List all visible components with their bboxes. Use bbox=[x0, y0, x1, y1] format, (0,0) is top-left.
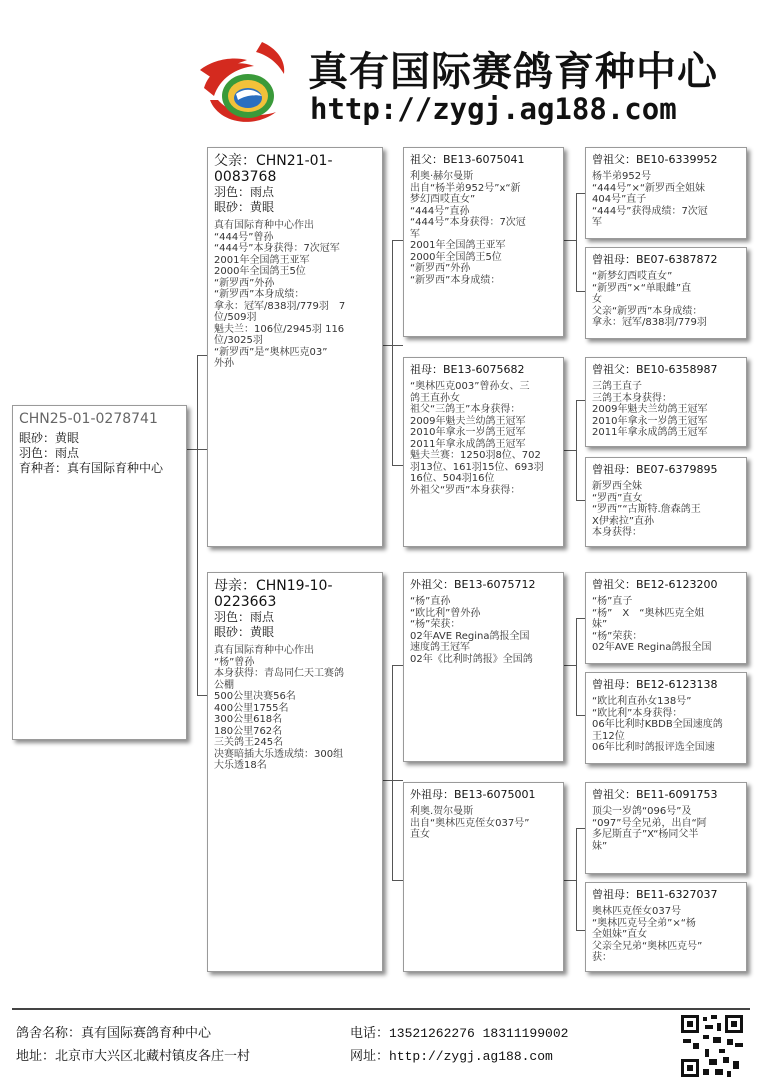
note-line: 获： bbox=[592, 952, 612, 963]
note-line: 父亲全兄弟“奥林匹克号” bbox=[592, 940, 703, 952]
note-line: 魁夫兰赛：1250羽8位、702 bbox=[410, 450, 541, 461]
grandparent-notes bbox=[404, 376, 563, 496]
page-title: 真有国际赛鸽育种中心 bbox=[308, 49, 718, 95]
note-line: X伊索拉”直孙 bbox=[592, 515, 655, 527]
note-line: “新罗西”本身成绩： bbox=[410, 274, 501, 286]
note-line: 决赛暗插大乐透成绩：300组 bbox=[214, 748, 344, 760]
note-line: 利奥·赫尔曼斯 bbox=[410, 171, 474, 182]
great-grandparent-ring: 曾祖母：BE12-6123138 bbox=[592, 678, 718, 691]
note-line: “杨”曾孙 bbox=[214, 656, 255, 668]
note-line: “新罗西”×“单眼雌”直 bbox=[592, 282, 692, 294]
subject-ring: CHN25-01-0278741 bbox=[19, 411, 158, 427]
note-line: 妹” bbox=[592, 619, 608, 630]
note-line: “杨” X “奥林匹克全姐 bbox=[592, 607, 705, 619]
note-line: 父亲“新罗西”本身成绩： bbox=[592, 305, 703, 317]
subject-card bbox=[12, 405, 187, 740]
footer-divider bbox=[12, 1008, 750, 1010]
note-line: 祖父“三鸽王”本身获得： bbox=[410, 404, 521, 415]
great-grandparent-card bbox=[585, 882, 747, 972]
great-grandparent-card bbox=[585, 147, 747, 239]
great-grandparent-ring: 曾祖母：BE07-6387872 bbox=[592, 253, 718, 266]
note-line: 出自“杨半弟952号”x“新 bbox=[410, 182, 521, 194]
great-grandparent-ring: 曾祖父：BE12-6123200 bbox=[592, 578, 718, 591]
footer-phone: 电话：13521262276 18311199002 bbox=[350, 1026, 569, 1041]
great-grandparent-notes bbox=[586, 376, 746, 439]
note-line: 出自“奥林匹克侄女037号” bbox=[410, 817, 530, 829]
note-line: 多尼斯直子”X“杨同父半 bbox=[592, 829, 699, 840]
grandparent-card bbox=[403, 572, 564, 762]
note-line: 2011年拿永成鸽鸽王冠军 bbox=[410, 438, 526, 450]
note-line: 06年比利时KBDB全国速度鸽 bbox=[592, 719, 723, 730]
subject-breeder: 育种者：真有国际育种中心 bbox=[19, 461, 164, 475]
note-line: “杨”直孙 bbox=[410, 596, 451, 607]
logo bbox=[192, 38, 302, 128]
grandparent-ring: 外祖父：BE13-6075712 bbox=[410, 578, 536, 591]
note-line: 16位、504羽16位 bbox=[410, 473, 495, 484]
grandparent-ring: 祖母：BE13-6075682 bbox=[410, 363, 525, 376]
great-grandparent-card bbox=[585, 782, 747, 874]
note-line: 2010年拿永一岁鸽王冠军 bbox=[592, 415, 708, 427]
great-grandparent-notes bbox=[586, 166, 746, 229]
note-line: “欧比利直孙女138号” bbox=[592, 696, 692, 707]
note-line: “新罗西”外孙 bbox=[214, 277, 275, 289]
note-line: “杨”荣获： bbox=[592, 630, 643, 642]
note-line: 2011年拿永成鸽鸽王冠军 bbox=[592, 427, 708, 438]
note-line: “444号”获得成绩：7次冠 bbox=[592, 205, 708, 217]
note-line: 军 bbox=[592, 217, 602, 228]
note-line: 奥林匹克侄女037号 bbox=[592, 906, 682, 917]
note-line: “097”号全兄弟，出自“阿 bbox=[592, 817, 707, 829]
note-line: 2000年全国鸽王5位 bbox=[410, 251, 502, 263]
great-grandparent-notes bbox=[586, 591, 746, 654]
note-line: 魁夫兰：106位/2945羽 116 bbox=[214, 323, 345, 335]
note-line: 梦幻酉哎直女” bbox=[410, 194, 476, 205]
note-line: 鸽王直孙女 bbox=[410, 392, 460, 404]
sire-feather: 羽色：雨点 bbox=[214, 185, 275, 199]
note-line: 军 bbox=[410, 228, 420, 240]
note-line: 180公里762名 bbox=[214, 725, 283, 737]
note-line: 02年AVE Regina鸽报全国 bbox=[410, 630, 530, 642]
great-grandparent-ring: 曾祖母：BE11-6327037 bbox=[592, 888, 718, 901]
note-line: “欧比利”本身获得： bbox=[592, 707, 683, 719]
dam-card bbox=[207, 572, 383, 972]
great-grandparent-ring: 曾祖父：BE10-6358987 bbox=[592, 363, 718, 376]
note-line: “新罗西”是“奥林匹克03” bbox=[214, 346, 328, 358]
note-line: “奥林匹克号全弟”×“杨 bbox=[592, 917, 696, 929]
note-line: 杨半弟952号 bbox=[592, 171, 652, 182]
note-line: 全姐妹”直女 bbox=[592, 929, 648, 940]
sire-ring: 父亲：CHN21-01-0083768 bbox=[214, 153, 333, 185]
great-grandparent-ring: 曾祖母：BE07-6379895 bbox=[592, 463, 718, 476]
note-line: 位/3025羽 bbox=[214, 335, 263, 346]
note-line: 女 bbox=[592, 294, 602, 305]
great-grandparent-ring: 曾祖父：BE10-6339952 bbox=[592, 153, 718, 166]
note-line: 大乐透18名 bbox=[214, 760, 267, 771]
sire-card bbox=[207, 147, 383, 547]
note-line: “444号”×“新罗西全姐妹 bbox=[592, 182, 706, 194]
great-grandparent-card bbox=[585, 357, 747, 447]
note-line: 位/509羽 bbox=[214, 312, 257, 323]
dam-eye: 眼砂：黄眼 bbox=[214, 625, 275, 639]
grandparent-ring: 外祖母：BE13-6075001 bbox=[410, 788, 536, 801]
note-line: “新罗西”外孙 bbox=[410, 263, 471, 274]
note-line: 2009年魁夫兰幼鸽王冠军 bbox=[592, 404, 708, 415]
note-line: 2001年全国鸽王亚军 bbox=[214, 254, 310, 266]
note-line: 06年比利时鸽报评选全国速 bbox=[592, 742, 715, 753]
dam-notes bbox=[208, 640, 382, 772]
great-grandparent-ring: 曾祖父：BE11-6091753 bbox=[592, 788, 718, 801]
note-line: 2000年全国鸽王5位 bbox=[214, 266, 306, 277]
note-line: “444号”直孙 bbox=[410, 205, 470, 217]
qr-code bbox=[679, 1013, 745, 1079]
note-line: 拿永：冠军/838羽/779羽 7 bbox=[214, 300, 346, 312]
dam-ring: 母亲：CHN19-10-0223663 bbox=[214, 578, 333, 610]
note-line: 王12位 bbox=[592, 730, 625, 742]
note-line: “新梦幻酉哎直女” bbox=[592, 271, 673, 282]
footer-address: 地址：北京市大兴区北藏村镇皮各庄一村 bbox=[16, 1049, 251, 1064]
great-grandparent-card bbox=[585, 457, 747, 547]
note-line: 真有国际育种中心作出 bbox=[214, 220, 314, 231]
note-line: “444号”本身获得：7次冠 bbox=[410, 217, 526, 228]
note-line: 本身获得：青岛同仁天工赛鸽 bbox=[214, 668, 344, 679]
note-line: 2010年拿永一岁鸽王冠军 bbox=[410, 427, 526, 438]
note-line: 2009年魁夫兰幼鸽王冠军 bbox=[410, 415, 526, 427]
grandparent-notes bbox=[404, 591, 563, 665]
note-line: 500公里决赛56名 bbox=[214, 691, 296, 702]
note-line: “444号”本身获得：7次冠军 bbox=[214, 243, 340, 254]
note-line: 新罗西全妹 bbox=[592, 481, 642, 492]
note-line: “444号”曾孙 bbox=[214, 231, 274, 243]
sire-eye: 眼砂：黄眼 bbox=[214, 200, 275, 214]
footer-website: 网址：http://zygj.ag188.com bbox=[350, 1049, 553, 1064]
grandparent-card bbox=[403, 357, 564, 547]
note-line: 本身获得： bbox=[592, 527, 642, 538]
great-grandparent-notes bbox=[586, 266, 746, 329]
note-line: 三关鸽王245名 bbox=[214, 737, 284, 748]
note-line: “杨”荣获： bbox=[410, 619, 461, 630]
note-line: “新罗西”本身成绩： bbox=[214, 289, 305, 300]
grandparent-card bbox=[403, 782, 564, 972]
note-line: 羽13位、161羽15位、693羽 bbox=[410, 461, 544, 473]
note-line: 02年《比利时鸽报》全国鸽 bbox=[410, 653, 533, 665]
note-line: “奥林匹克003”曾孙女、三 bbox=[410, 381, 530, 392]
note-line: “欧比利”曾外孙 bbox=[410, 607, 481, 619]
note-line: 顶尖一岁鸽“096号”及 bbox=[592, 806, 692, 817]
great-grandparent-notes bbox=[586, 691, 746, 754]
sire-notes bbox=[208, 215, 382, 370]
note-line: 速度鸽王冠军 bbox=[410, 642, 470, 653]
note-line: 妹” bbox=[592, 840, 608, 852]
note-line: 真有国际育种中心作出 bbox=[214, 645, 314, 656]
note-line: 拿永：冠军/838羽/779羽 bbox=[592, 317, 707, 328]
note-line: 300公里618名 bbox=[214, 714, 283, 725]
grandparent-ring: 祖父：BE13-6075041 bbox=[410, 153, 525, 166]
note-line: 三鸽王直子 bbox=[592, 381, 642, 392]
note-line: “罗西”“古斯特.詹森鸽王 bbox=[592, 504, 701, 515]
note-line: 2001年全国鸽王亚军 bbox=[410, 240, 506, 251]
header-url: http://zygj.ag188.com bbox=[310, 92, 677, 126]
note-line: 三鸽王本身获得： bbox=[592, 392, 672, 404]
great-grandparent-card bbox=[585, 672, 747, 764]
great-grandparent-notes bbox=[586, 476, 746, 539]
note-line: 利奥.贺尔曼斯 bbox=[410, 806, 474, 817]
note-line: 400公里1755名 bbox=[214, 702, 289, 714]
grandparent-notes bbox=[404, 166, 563, 286]
grandparent-card bbox=[403, 147, 564, 337]
great-grandparent-card bbox=[585, 247, 747, 339]
grandparent-notes bbox=[404, 801, 563, 841]
subject-feather: 羽色：雨点 bbox=[19, 446, 80, 460]
subject-eye: 眼砂：黄眼 bbox=[19, 431, 80, 445]
great-grandparent-card bbox=[585, 572, 747, 664]
great-grandparent-notes bbox=[586, 901, 746, 964]
note-line: 直女 bbox=[410, 829, 430, 840]
note-line: 公棚 bbox=[214, 679, 234, 691]
note-line: 02年AVE Regina鸽报全国 bbox=[592, 642, 712, 653]
note-line: 404号”直子 bbox=[592, 194, 647, 205]
note-line: “杨”直子 bbox=[592, 596, 633, 607]
note-line: 外孙 bbox=[214, 358, 234, 369]
note-line: “罗西”直女 bbox=[592, 492, 643, 504]
great-grandparent-notes bbox=[586, 801, 746, 852]
dam-feather: 羽色：雨点 bbox=[214, 610, 275, 624]
footer-loft-name: 鸽舍名称：真有国际赛鸽育种中心 bbox=[16, 1026, 212, 1041]
note-line: 外祖父“罗西”本身获得： bbox=[410, 484, 521, 496]
